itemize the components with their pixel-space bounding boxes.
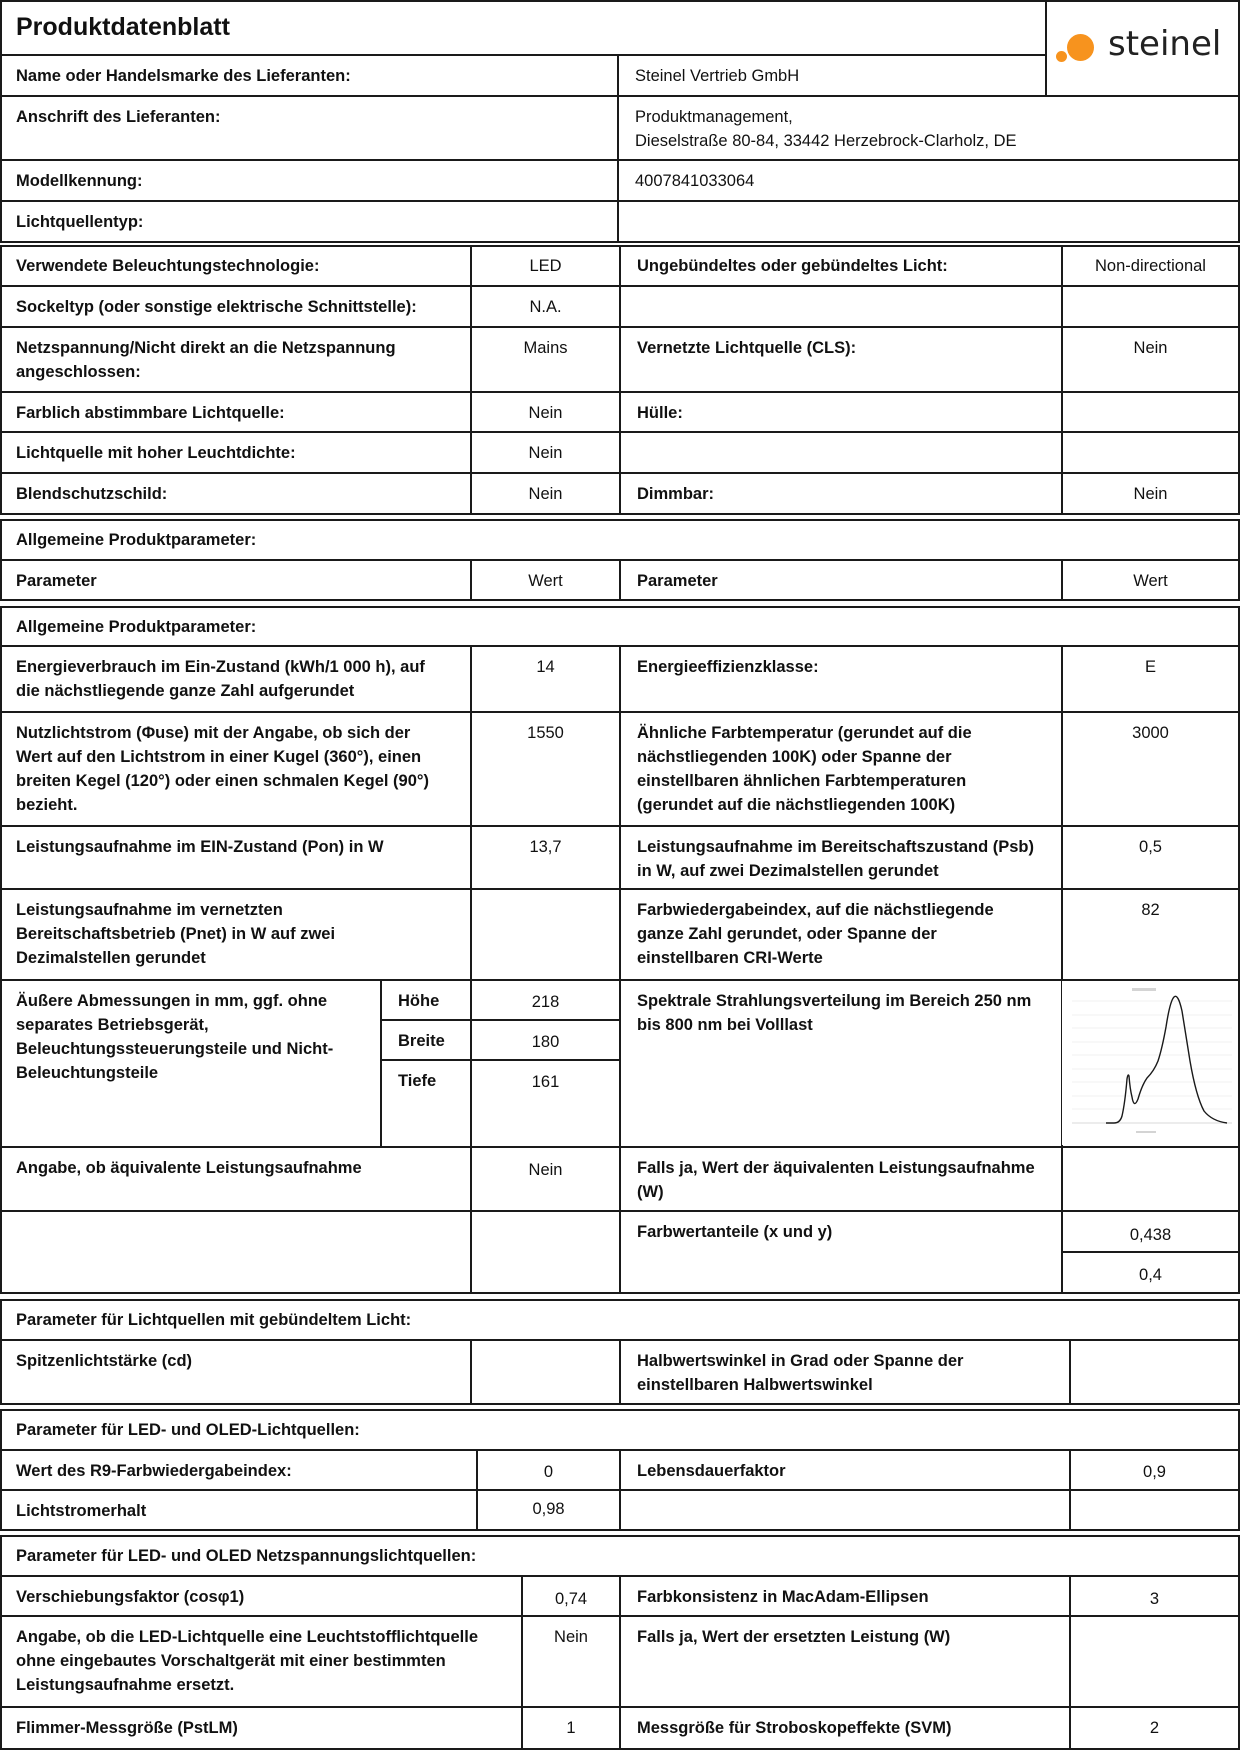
depth-label: Tiefe <box>398 1072 437 1090</box>
flicker-metric-value: 1 <box>566 1719 576 1737</box>
cri-value: 82 <box>1141 901 1160 919</box>
divider <box>0 200 1240 202</box>
colour-consistency-value: 3 <box>1149 1590 1160 1608</box>
supplier-name-value: Steinel Vertrieb GmbH <box>635 67 800 85</box>
on-mode-power-label: Leistungsaufnahme im EIN-Zustand (Pon) in W <box>16 838 384 856</box>
divider <box>0 472 1240 474</box>
model-value: 4007841033064 <box>635 172 755 190</box>
empty-value <box>1063 434 1238 448</box>
colour-consistency-label: Farbkonsistenz in MacAdam-Ellipsen <box>637 1588 929 1606</box>
on-mode-power-value: 13,7 <box>529 838 562 856</box>
high-luminance-label: Lichtquelle mit hoher Leuchtdichte: <box>16 444 296 462</box>
lumen-maintenance-label: Lichtstromerhalt <box>16 1502 147 1520</box>
divider <box>0 326 1240 328</box>
spectral-distribution-chart <box>1062 981 1238 1145</box>
spectrum-graph-icon <box>1062 981 1238 1145</box>
networked-standby-power-value <box>472 891 619 905</box>
width-label: Breite <box>398 1032 445 1050</box>
useful-luminous-flux-value: 1550 <box>527 724 564 742</box>
connected-light-source-value: Nein <box>1133 339 1168 357</box>
logo-dot-small-icon <box>1056 51 1067 62</box>
displacement-factor-value: 0,74 <box>554 1590 588 1608</box>
fluorescent-replacement-label: Angabe, ob die LED-Lichtquelle eine Leuchtstofflichtquelle ohne eingebautes Vorschaltgerät mit einer bestimmten Leistungsaufnahme ersetzt. <box>16 1628 479 1694</box>
replaced-power-label: Falls ja, Wert der ersetzten Leistung (W) <box>637 1628 951 1646</box>
dimensions-label: Äußere Abmessungen in mm, ggf. ohne separates Betriebsgerät, Beleuchtungssteuerungsteile und Nicht-Beleuchtungsteile <box>16 992 334 1082</box>
lumen-maintenance-value: 0,98 <box>532 1500 565 1518</box>
width-value: 180 <box>531 1033 560 1051</box>
beam-angle-label: Halbwertswinkel in Grad oder Spanne der einstellbaren Halbwertswinkel <box>637 1352 964 1394</box>
peak-intensity-label: Spitzenlichtstärke (cd) <box>16 1352 193 1370</box>
model-label: Modellkennung: <box>16 172 143 190</box>
empty-label <box>621 288 1061 302</box>
depth-value: 161 <box>531 1073 560 1091</box>
connected-light-source-label: Vernetzte Lichtquelle (CLS): <box>637 339 857 357</box>
mains-value: Mains <box>523 339 568 357</box>
envelope-label: Hülle: <box>637 404 683 422</box>
fluorescent-replacement-value: Nein <box>554 1628 588 1646</box>
anti-glare-shield-value: Nein <box>528 485 563 503</box>
column-header-value-2: Wert <box>1133 572 1168 590</box>
general-parameters-title: Allgemeine Produktparameter: <box>16 618 257 636</box>
divider <box>0 95 1240 97</box>
divider <box>0 391 1240 393</box>
logo-dot-large-icon <box>1067 34 1094 61</box>
column-header-value: Wert <box>528 572 563 590</box>
flicker-metric-label: Flimmer-Messgröße (PstLM) <box>16 1719 238 1737</box>
chromaticity-label: Farbwertanteile (x und y) <box>637 1223 833 1241</box>
supplier-address-value <box>619 98 1239 160</box>
light-source-type-value <box>619 203 1239 217</box>
energy-consumption-label: Energieverbrauch im Ein-Zustand (kWh/1 000 h), auf die nächstliegende ganze Zahl aufgerundet <box>16 658 425 700</box>
empty-label <box>621 434 1061 448</box>
energy-class-value: E <box>1144 658 1156 676</box>
directionality-value: Non-directional <box>1095 257 1206 275</box>
height-label: Höhe <box>398 992 440 1010</box>
logo-divider <box>1045 0 1047 96</box>
beam-angle-value <box>1071 1342 1238 1356</box>
page-title: Produktdatenblatt <box>16 13 230 41</box>
empty-value <box>1071 1492 1238 1506</box>
r9-label: Wert des R9-Farbwiedergabeindex: <box>16 1462 292 1480</box>
cap-type-label: Sockeltyp (oder sonstige elektrische Schnittstelle): <box>16 298 417 316</box>
useful-luminous-flux-label: Nutzlichtstrom (Φuse) mit der Angabe, ob sich der Wert auf den Lichtstrom in einer Kugel (360°), einen breiten Kegel (120°) oder einen schmalen Kegel (90°) bezieht. <box>16 724 429 814</box>
envelope-value <box>1063 394 1238 408</box>
divider <box>0 54 1046 56</box>
survival-factor-value: 0,9 <box>1143 1463 1166 1481</box>
standby-power-value: 0,5 <box>1139 838 1162 856</box>
supplier-name-label: Name oder Handelsmarke des Lieferanten: <box>16 67 351 85</box>
general-header-title: Allgemeine Produktparameter: <box>16 531 257 549</box>
colour-tuneable-value: Nein <box>528 404 563 422</box>
equivalent-power-value: Nein <box>528 1161 563 1179</box>
column-header-parameter-2: Parameter <box>637 572 718 590</box>
dimmable-value: Nein <box>1133 485 1168 503</box>
equivalent-power-watts-value <box>1063 1149 1238 1163</box>
colour-temperature-value: 3000 <box>1132 724 1169 742</box>
anti-glare-shield-label: Blendschutzschild: <box>16 485 168 503</box>
high-luminance-value: Nein <box>528 444 563 462</box>
displacement-factor-label: Verschiebungsfaktor (cosφ1) <box>16 1588 245 1606</box>
technology-value: LED <box>529 257 562 275</box>
dimmable-label: Dimmbar: <box>637 485 715 503</box>
peak-intensity-value <box>472 1342 619 1356</box>
stroboscopic-metric-value: 2 <box>1149 1719 1160 1737</box>
cri-label: Farbwiedergabeindex, auf die nächstliegende ganze Zahl gerundet, oder Spanne der einstellbaren CRI-Werte <box>637 901 994 967</box>
address-line-1: Produktmanagement, <box>635 108 793 126</box>
r9-value: 0 <box>543 1463 554 1481</box>
technology-label: Verwendete Beleuchtungstechnologie: <box>16 257 320 275</box>
light-source-type-label: Lichtquellentyp: <box>16 213 144 231</box>
standby-power-label: Leistungsaufnahme im Bereitschaftszustand (Psb) in W, auf zwei Dezimalstellen gerundet <box>637 838 1034 880</box>
divider <box>0 285 1240 287</box>
directionality-label: Ungebündeltes oder gebündeltes Licht: <box>637 257 948 275</box>
logo-text: steinel <box>1108 24 1222 64</box>
chromaticity-empty-label <box>0 1213 470 1227</box>
empty-label <box>621 1492 1069 1506</box>
empty-value <box>1063 288 1238 302</box>
address-line-2: Dieselstraße 80-84, 33442 Herzebrock-Clarholz, DE <box>635 132 1017 150</box>
colour-tuneable-label: Farblich abstimmbare Lichtquelle: <box>16 404 285 422</box>
mains-parameters-title: Parameter für LED- und OLED Netzspannungslichtquellen: <box>16 1547 477 1565</box>
equivalent-power-watts-label: Falls ja, Wert der äquivalenten Leistungsaufnahme (W) <box>637 1159 1035 1201</box>
replaced-power-value <box>1071 1618 1238 1632</box>
height-value: 218 <box>531 993 560 1011</box>
supplier-address-label: Anschrift des Lieferanten: <box>16 108 221 126</box>
spectral-distribution-label: Spektrale Strahlungsverteilung im Bereich 250 nm bis 800 nm bei Volllast <box>637 992 1032 1034</box>
column-header-parameter: Parameter <box>16 572 97 590</box>
energy-consumption-value: 14 <box>536 658 555 676</box>
stroboscopic-metric-label: Messgröße für Stroboskopeffekte (SVM) <box>637 1719 952 1737</box>
chromaticity-y-value: 0,4 <box>1139 1266 1162 1284</box>
chromaticity-x-value: 0,438 <box>1129 1226 1172 1244</box>
survival-factor-label: Lebensdauerfaktor <box>637 1462 786 1480</box>
energy-class-label: Energieeffizienzklasse: <box>637 658 819 676</box>
networked-standby-power-label: Leistungsaufnahme im vernetzten Bereitschaftsbetrieb (Pnet) in W auf zwei Dezimalstellen gerundet <box>16 901 336 967</box>
mains-label: Netzspannung/Nicht direkt an die Netzspannung angeschlossen: <box>16 339 396 381</box>
equivalent-power-label: Angabe, ob äquivalente Leistungsaufnahme <box>16 1159 362 1177</box>
cap-type-value: N.A. <box>529 298 562 316</box>
directional-title: Parameter für Lichtquellen mit gebündeltem Licht: <box>16 1311 412 1329</box>
colour-temperature-label: Ähnliche Farbtemperatur (gerundet auf die nächstliegenden 100K) oder Spanne der einstellbaren ähnlichen Farbtemperaturen (gerundet auf die nächstliegenden 100K) <box>637 724 972 814</box>
chromaticity-empty-value <box>472 1213 619 1227</box>
led-parameters-title: Parameter für LED- und OLED-Lichtquellen: <box>16 1421 360 1439</box>
